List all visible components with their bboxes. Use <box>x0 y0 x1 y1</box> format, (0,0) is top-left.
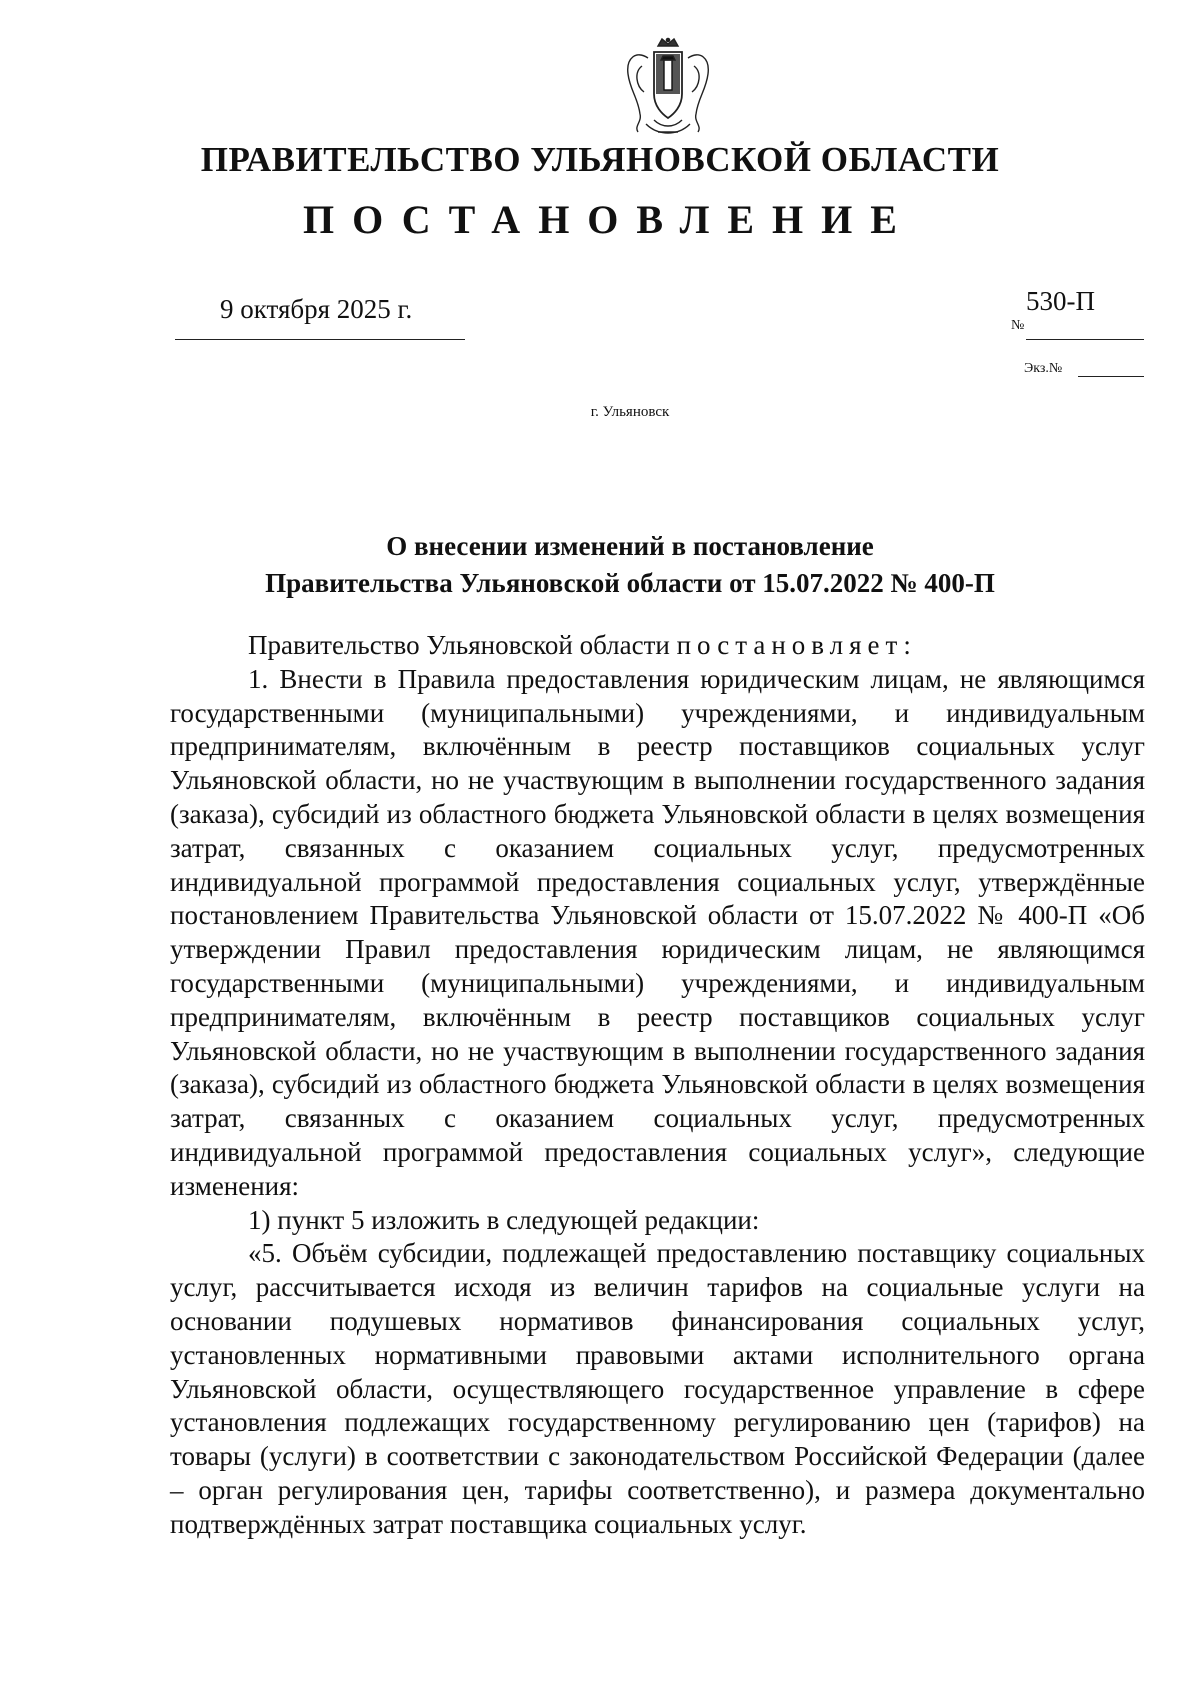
document-date: 9 октября 2025 г. <box>220 294 413 324</box>
intro-paragraph <box>170 629 1145 663</box>
city-name: г. Ульяновск <box>590 404 670 420</box>
organization-name: ПРАВИТЕЛЬСТВО УЛЬЯНОВСКОЙ ОБЛАСТИ <box>200 140 1000 179</box>
copy-number-underline <box>1078 376 1144 377</box>
number-underline <box>1026 339 1144 340</box>
intro-resolves: постановляет: <box>676 630 917 660</box>
paragraph-subitem-1: 1) пункт 5 изложить в следующей редакции: <box>248 1204 760 1235</box>
coat-of-arms-emblem <box>618 36 718 140</box>
document-title-line-1: О внесении изменений в постановление <box>386 531 874 561</box>
document-body <box>170 629 1145 1542</box>
document-type-heading: ПОСТАНОВЛЕНИЕ <box>303 197 915 242</box>
date-underline <box>175 339 465 340</box>
intro-lead: Правительство Ульяновской области <box>248 630 677 660</box>
document-number: 530-П <box>1026 286 1095 316</box>
copy-number-label: Экз.№ <box>1024 361 1063 376</box>
paragraph-clause-5: «5. Объём субсидии, подлежащей предоставлению поставщику социальных услуг, рассчитывается исходя из величин тарифов на социальные услуги на основании подушевых нормативов финансирования социальных услуг, установленных нормативными правовыми актами исполнительного органа Ульяновской области, осуществляющего государственное управление в сфере установления подлежащих государственному регулированию цен (тарифов) на товары (услуги) в соответствии с законодательством Российской Федерации (далее – орган регулирования цен, тарифы соответственно), и размера документально подтверждённых затрат поставщика социальных услуг. <box>170 1238 1145 1539</box>
document-title <box>0 528 1200 602</box>
number-label: № <box>1011 318 1025 333</box>
document-title-line-2: Правительства Ульяновской области от 15.07.2022 № 400-П <box>265 568 995 598</box>
paragraph-item-1: 1. Внести в Правила предоставления юридическим лицам, не являющимся государственными (муниципальными) учреждениями, и индивидуальным предпринимателям, включённым в реестр поставщиков социальных услуг Ульяновской области, но не участвующим в выполнении государственного задания (заказа), субсидий из областного бюджета Ульяновской области в целях возмещения затрат, связанных с оказанием социальных услуг, предусмотренных индивидуальной программой предоставления социальных услуг, утверждённые постановлением Правительства Ульяновской области от 15.07.2022 № 400-П «Об утверждении Правил предоставления юридическим лицам, не являющимся государственными (муниципальными) учреждениями, и индивидуальным предпринимателям, включённым в реестр поставщиков социальных услуг Ульяновской области, но не участвующим в выполнении государственного задания (заказа), субсидий из областного бюджета Ульяновской области в целях возмещения затрат, связанных с оказанием социальных услуг, предусмотренных индивидуальной программой предоставления социальных услуг», следующие изменения: <box>170 663 1145 1201</box>
